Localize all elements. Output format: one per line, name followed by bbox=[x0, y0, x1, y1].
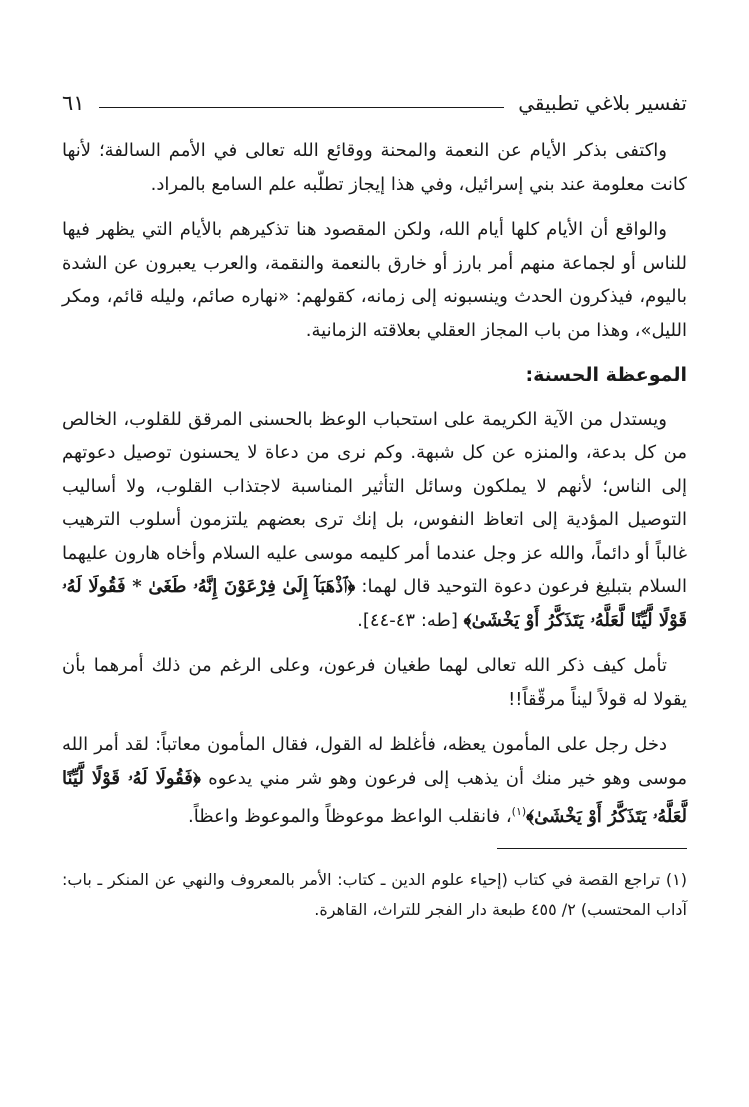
section-heading: الموعظة الحسنة: bbox=[525, 364, 687, 386]
paragraph-5 bbox=[62, 728, 687, 834]
quran-verse-2: ﴿فَقُولَا لَهُۥ قَوْلًا لَّيِّنًا لَّعَلَّهُۥ يَتَذَكَّرُ أَوْ يَخْشَىٰ﴾ bbox=[62, 767, 687, 827]
paragraph-1: واكتفى بذكر الأيام عن النعمة والمحنة ووقائع الله تعالى في الأمم السالفة؛ لأنها كانت معلومة عند بني إسرائيل، وفي هذا إيجاز تطلّبه علم السامع بالمراد. bbox=[62, 140, 687, 195]
paragraph-5-text: دخل رجل على المأمون يعظه، فأغلظ له القول، فقال المأمون معاتباً: لقد أمر الله موسى وهو خير منك أن يذهب إلى فرعون وهو شر مني يدعوه bbox=[62, 734, 688, 789]
paragraph-3-text: ويستدل من الآية الكريمة على استحباب الوعظ بالحسنى المرقق للقلوب، الخالص من كل بدعة، والمنزه عن كل شبهة. وكم نرى من دعاة لا يحسنون توصيل دعوتهم إلى الناس؛ لأنهم لا يملكون وسائل التأثير المناسبة لاجتذاب القلوب، ولا أساليب التوصيل المؤدية إلى اتعاظ النفوس، بل إنك ترى بعضهم يلتزمون أسلوب الترهيب غالباً أو دائماً، والله عز وجل عندما أمر كليمه موسى عليه السلام وأخاه هارون عليهما السلام بتبليغ فرعون دعوة التوحيد قال لهما: bbox=[62, 408, 687, 597]
footnote-marker[interactable]: (١) bbox=[511, 805, 527, 818]
paragraph-2: والواقع أن الأيام كلها أيام الله، ولكن المقصود هنا تذكيرهم بالأيام التي يظهر فيها للناس أو لجماعة منهم أمر بارز أو خارق بالنعمة والنقمة، والعرب يعبرون عن الشدة باليوم، فيذكرون الحدث وينسبونه إلى زمانه، كقولهم: «نهاره صائم، وليله قائم، ومكر الليل»، وهذا من باب المجاز العقلي بعلاقته الزمانية. bbox=[62, 219, 687, 341]
body-text bbox=[62, 134, 687, 834]
page-number: ٦١ bbox=[62, 91, 85, 115]
running-header bbox=[62, 86, 687, 120]
verse-reference: [طه: ٤٣-٤٤]. bbox=[357, 609, 458, 631]
header-rule bbox=[99, 107, 505, 108]
running-title: تفسير بلاغي تطبيقي bbox=[518, 91, 687, 115]
quran-verse-1: ﴿ٱذْهَبَآ إِلَىٰ فِرْعَوْنَ إِنَّهُۥ طَغَىٰ * فَقُولَا لَهُۥ قَوْلًا لَّيِّنًا لَّعَلَّهُۥ يَتَذَكَّرُ أَوْ يَخْشَىٰ﴾ bbox=[62, 576, 687, 631]
paragraph-4: تأمل كيف ذكر الله تعالى لهما طغيان فرعون، وعلى الرغم من ذلك أمرهما بأن يقولا له قولاً ليناً مرقّقاً!! bbox=[62, 655, 687, 710]
paragraph-5-end: ، فانقلب الواعظ موعوظاً والموعوظ واعظاً. bbox=[188, 806, 512, 827]
footnote-rule bbox=[497, 848, 687, 849]
footnote: (١) تراجع القصة في كتاب (إحياء علوم الدين ـ كتاب: الأمر بالمعروف والنهي عن المنكر ـ باب: آداب المحتسب) ٢/ ٤٥٥ طبعة دار الفجر للتراث، القاهرة. bbox=[62, 869, 687, 919]
paragraph-3 bbox=[62, 403, 687, 638]
